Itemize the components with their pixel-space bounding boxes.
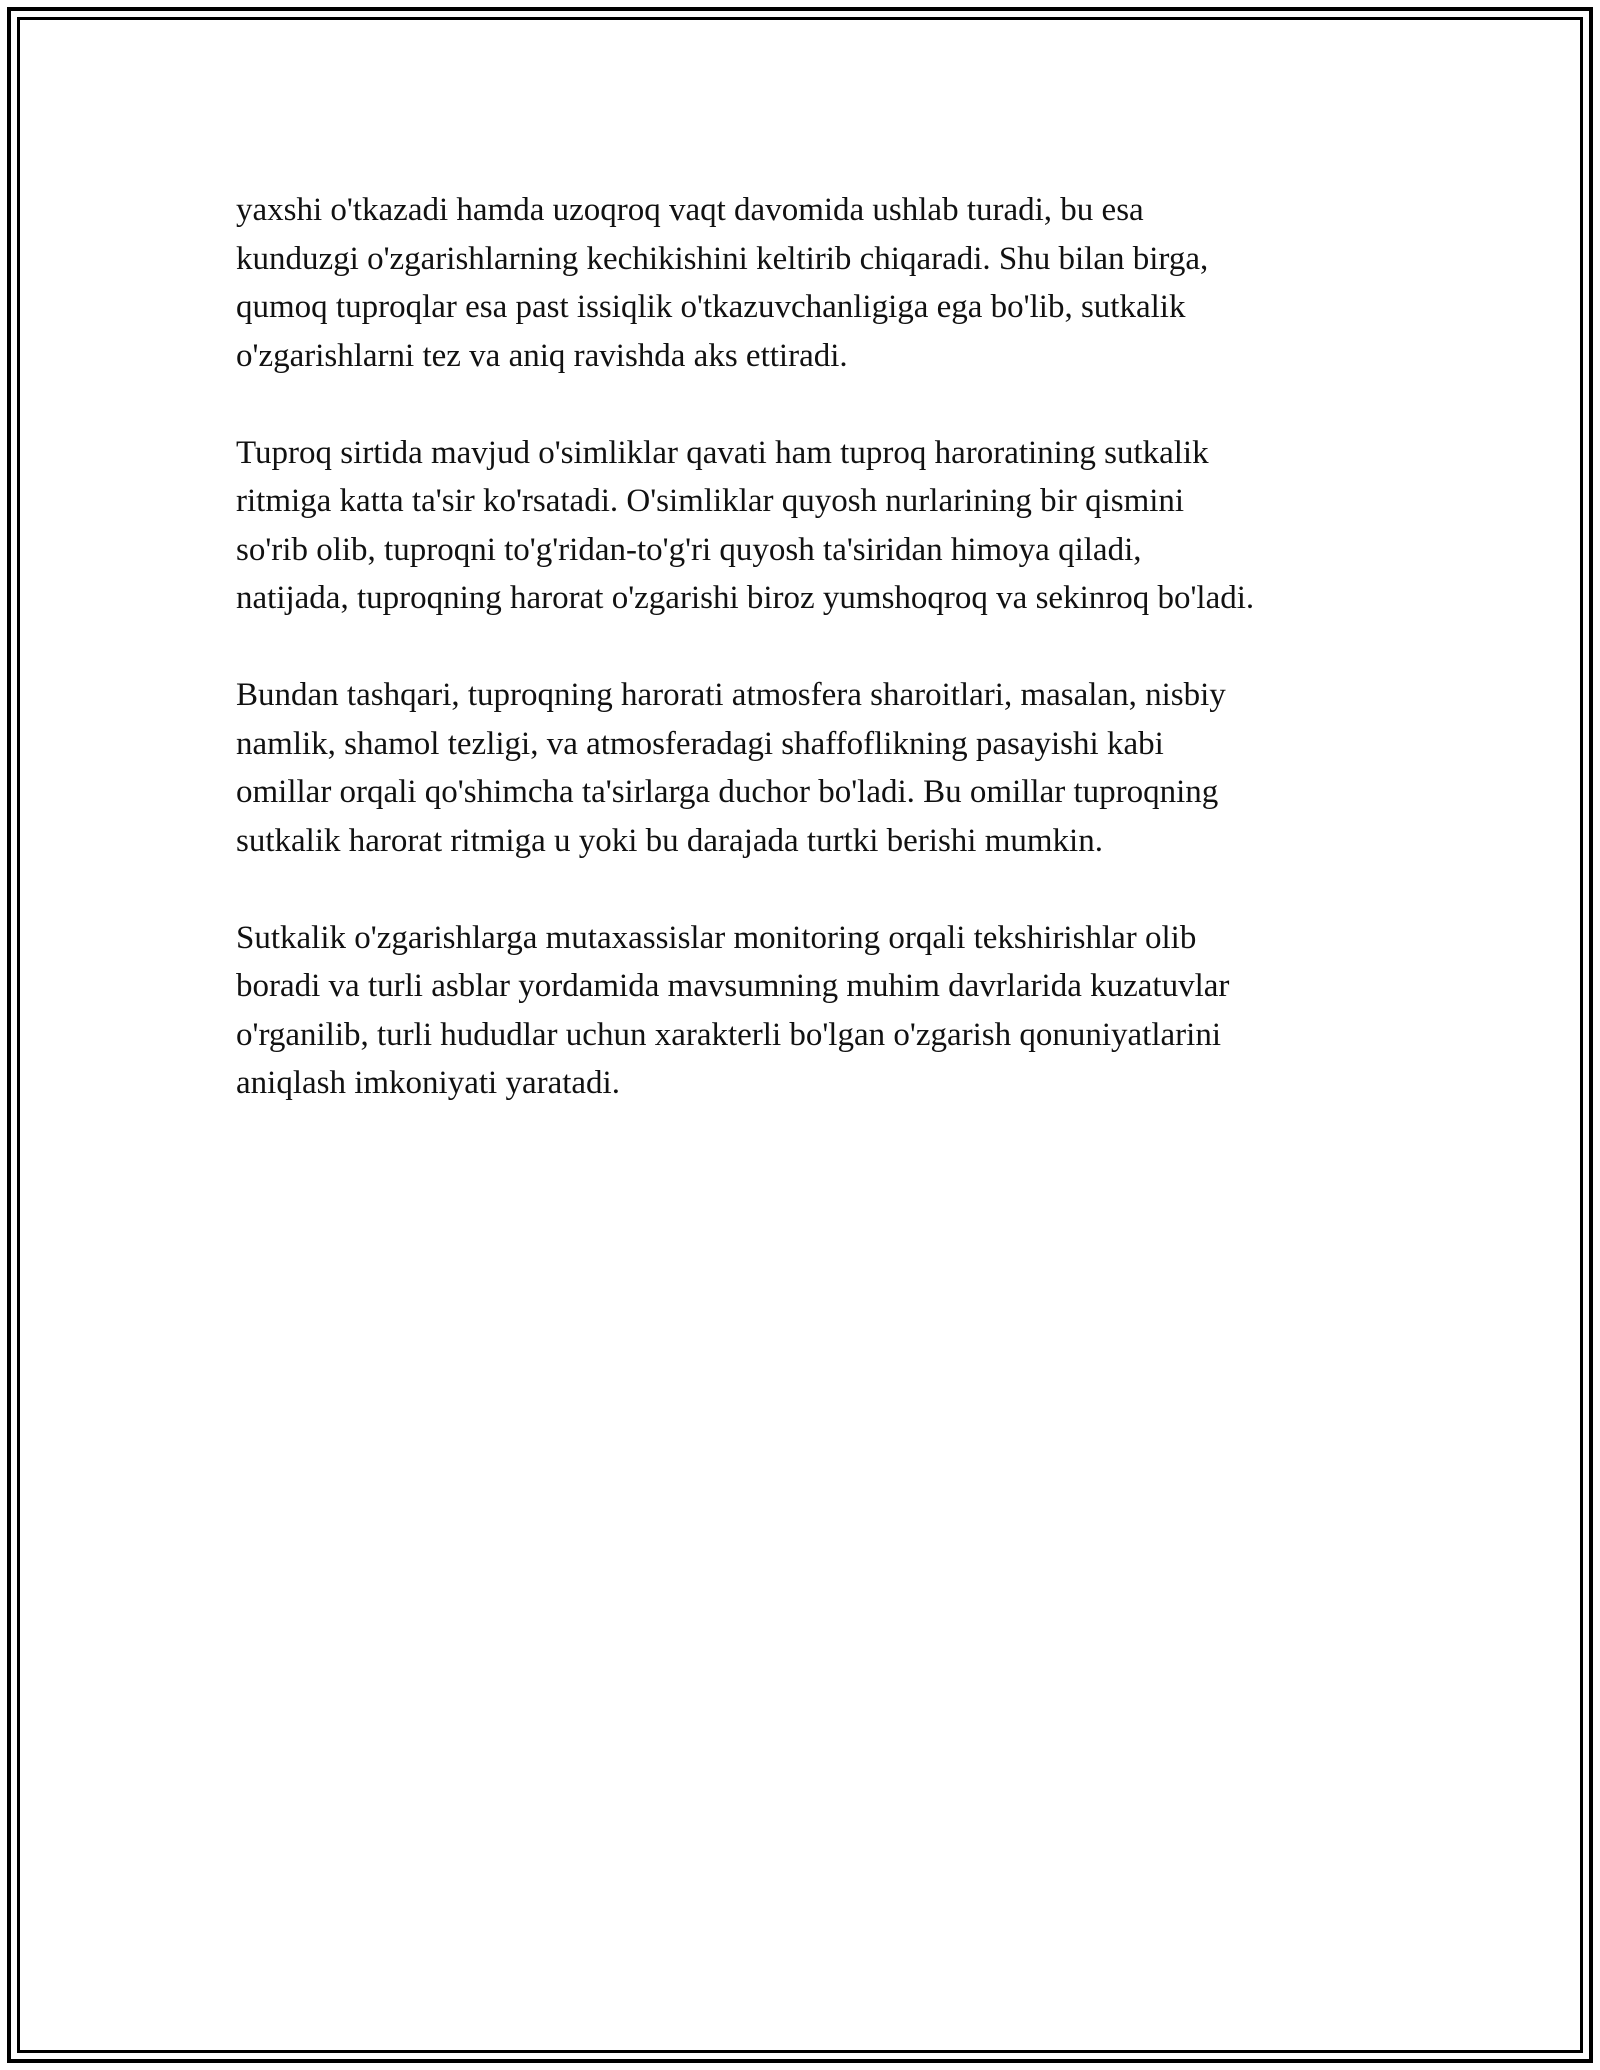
document-body	[236, 186, 1396, 1156]
paragraph-4: Sutkalik o'zgarishlarga mutaxassislar monitoring orqali tekshirishlar olib boradi va turli asblar yordamida mavsumning muhim davrlarida kuzatuvlar o'rganilib, turli hududlar uchun xarakterli bo'lgan o'zgarish qonuniyatlarini aniqlash imkoniyati yaratadi.	[236, 919, 1230, 1101]
paragraph-3: Bundan tashqari, tuproqning harorati atmosfera sharoitlari, masalan, nisbiy namlik, shamol tezligi, va atmosferadagi shaffoflikning pasayishi kabi omillar orqali qo'shimcha ta'sirlarga duchor bo'ladi. Bu omillar tuproqning sutkalik harorat ritmiga u yoki bu darajada turtki berishi mumkin.	[236, 677, 1226, 859]
paragraph-2: Tuproq sirtida mavjud o'simliklar qavati ham tuproq haroratining sutkalik ritmiga katta ta'sir ko'rsatadi. O'simliklar quyosh nurlarining bir qismini so'rib olib, tuproqni to'g'ridan-to'g'ri quyosh ta'siridan himoya qiladi, natijada, tuproqning harorat o'zgarishi biroz yumshoqroq va sekinroq bo'ladi.	[236, 434, 1255, 616]
paragraph-1: yaxshi o'tkazadi hamda uzoqroq vaqt davomida ushlab turadi, bu esa kunduzgi o'zgarishlarning kechikishini keltirib chiqaradi. Shu bilan birga, qumoq tuproqlar esa past issiqlik o'tkazuvchanligiga ega bo'lib, sutkalik o'zgarishlarni tez va aniq ravishda aks ettiradi.	[236, 192, 1209, 374]
